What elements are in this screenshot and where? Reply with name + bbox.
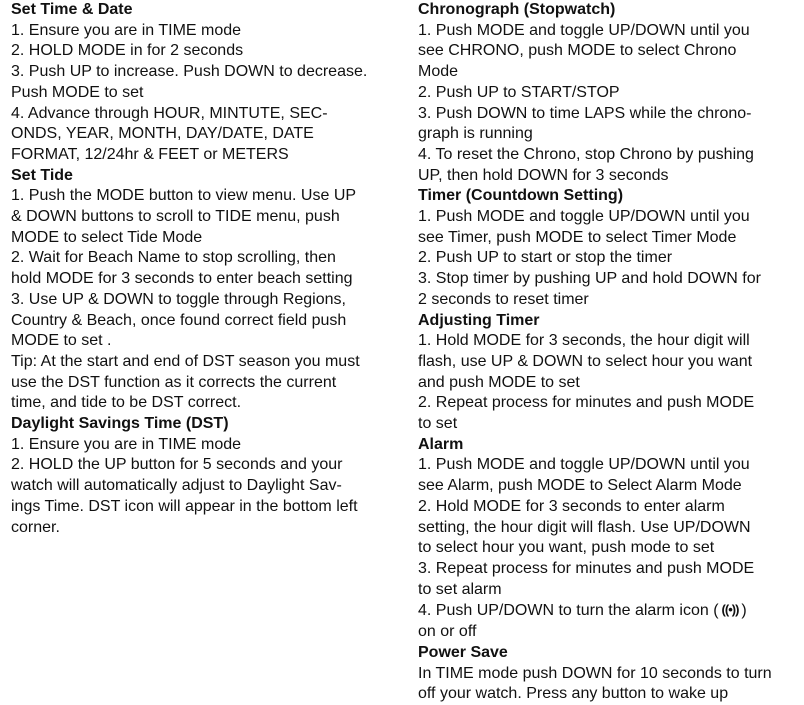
section-title: Chronograph (Stopwatch) bbox=[418, 1, 616, 18]
instruction-line: off your watch. Press any button to wake up bbox=[418, 685, 729, 703]
instruction-line: MODE to set . bbox=[11, 332, 112, 350]
section-set-tide bbox=[11, 166, 393, 414]
instruction-line: 2. HOLD the UP button for 5 seconds and your bbox=[11, 456, 343, 474]
instruction-line: to set bbox=[418, 415, 458, 433]
instruction-line: see CHRONO, push MODE to select Chrono bbox=[418, 42, 737, 60]
section-title: Power Save bbox=[418, 643, 508, 661]
instruction-line: to select hour you want, push mode to set bbox=[418, 539, 715, 557]
alarm-icon-line bbox=[418, 600, 798, 622]
instruction-line: flash, use UP & DOWN to select hour you want bbox=[418, 352, 753, 370]
instruction-line: 4. To reset the Chrono, stop Chrono by pushing bbox=[418, 145, 754, 163]
instruction-line: to set alarm bbox=[418, 580, 502, 598]
instruction-line: UP, then hold DOWN for 3 seconds bbox=[418, 166, 669, 184]
section-power-save bbox=[418, 643, 798, 705]
instruction-line: hold MODE for 3 seconds to enter beach setting bbox=[11, 270, 353, 288]
section-title: Set Tide bbox=[11, 166, 73, 184]
instruction-line: on or off bbox=[418, 623, 477, 641]
section-alarm bbox=[418, 435, 798, 643]
section-chronograph bbox=[418, 0, 798, 186]
instruction-line: 1. Push MODE and toggle UP/DOWN until you bbox=[418, 21, 750, 39]
instruction-line: 2 seconds to reset timer bbox=[418, 290, 589, 308]
instruction-line: MODE to select Tide Mode bbox=[11, 228, 203, 246]
instruction-line: 2. Repeat process for minutes and push MODE bbox=[418, 394, 755, 412]
instruction-line: 1. Hold MODE for 3 seconds, the hour digit will bbox=[418, 332, 750, 350]
instruction-line: graph is running bbox=[418, 125, 533, 143]
section-title: Timer (Countdown Setting) bbox=[418, 187, 624, 205]
section-timer bbox=[418, 186, 798, 310]
instruction-line: 2. Wait for Beach Name to stop scrolling, then bbox=[11, 249, 336, 267]
instruction-line: FORMAT, 12/24hr & FEET or METERS bbox=[11, 145, 289, 163]
alarm-icon-line-prefix: 4. Push UP/DOWN to turn the alarm icon ( bbox=[418, 602, 719, 620]
section-adjusting-timer bbox=[418, 311, 798, 435]
alarm-icon-line-suffix: ) bbox=[741, 602, 747, 620]
instruction-line: setting, the hour digit will flash. Use UP/DOWN bbox=[418, 518, 751, 536]
instruction-line: 4. Advance through HOUR, MINTUTE, SEC- bbox=[11, 104, 328, 122]
instruction-line: 1. Ensure you are in TIME mode bbox=[11, 435, 242, 453]
instruction-line: Push MODE to set bbox=[11, 83, 144, 101]
section-title: Daylight Savings Time (DST) bbox=[11, 415, 229, 433]
section-dst bbox=[11, 414, 393, 538]
instruction-line: and push MODE to set bbox=[418, 373, 580, 391]
section-set-time bbox=[11, 0, 393, 166]
alarm-icon: ((•)) bbox=[721, 602, 739, 618]
instruction-line: 3. Push DOWN to time LAPS while the chrono- bbox=[418, 104, 752, 122]
instruction-line: 3. Stop timer by pushing UP and hold DOWN for bbox=[418, 270, 761, 288]
instruction-line: 3. Push UP to increase. Push DOWN to decrease. bbox=[11, 63, 368, 81]
instruction-line: ings Time. DST icon will appear in the bottom left bbox=[11, 497, 358, 515]
instruction-line: & DOWN buttons to scroll to TIDE menu, push bbox=[11, 208, 340, 226]
instruction-line: 1. Push the MODE button to view menu. Use UP bbox=[11, 187, 357, 205]
instruction-line: 3. Use UP & DOWN to toggle through Regions, bbox=[11, 290, 346, 308]
instruction-line: 1. Push MODE and toggle UP/DOWN until you bbox=[418, 456, 750, 474]
instruction-line: see Alarm, push MODE to Select Alarm Mode bbox=[418, 477, 742, 495]
section-title: Set Time & Date bbox=[11, 1, 133, 18]
instruction-line: 2. Push UP to start or stop the timer bbox=[418, 249, 673, 267]
tip-line: use the DST function as it corrects the current bbox=[11, 373, 337, 391]
instruction-line: 2. Push UP to START/STOP bbox=[418, 83, 620, 101]
right-column bbox=[418, 0, 798, 705]
instruction-line: see Timer, push MODE to select Timer Mode bbox=[418, 228, 737, 246]
section-title: Adjusting Timer bbox=[418, 311, 540, 329]
instruction-line: 2. HOLD MODE in for 2 seconds bbox=[11, 42, 244, 60]
instruction-line: corner. bbox=[11, 518, 60, 536]
instruction-line: 2. Hold MODE for 3 seconds to enter alarm bbox=[418, 497, 725, 515]
instruction-line: 1. Push MODE and toggle UP/DOWN until you bbox=[418, 208, 750, 226]
instruction-line: Country & Beach, once found correct field push bbox=[11, 311, 347, 329]
instruction-line: ONDS, YEAR, MONTH, DAY/DATE, DATE bbox=[11, 125, 314, 143]
instruction-line: 3. Repeat process for minutes and push MODE bbox=[418, 559, 755, 577]
instruction-line: Mode bbox=[418, 63, 459, 81]
instruction-line: 1. Ensure you are in TIME mode bbox=[11, 21, 242, 39]
left-column bbox=[11, 0, 393, 538]
section-title: Alarm bbox=[418, 435, 464, 453]
tip-line: time, and tide to be DST correct. bbox=[11, 394, 242, 412]
tip-line: Tip: At the start and end of DST season you must bbox=[11, 352, 360, 370]
instruction-line: watch will automatically adjust to Daylight Sav- bbox=[11, 477, 342, 495]
instruction-line: In TIME mode push DOWN for 10 seconds to turn bbox=[418, 664, 772, 682]
